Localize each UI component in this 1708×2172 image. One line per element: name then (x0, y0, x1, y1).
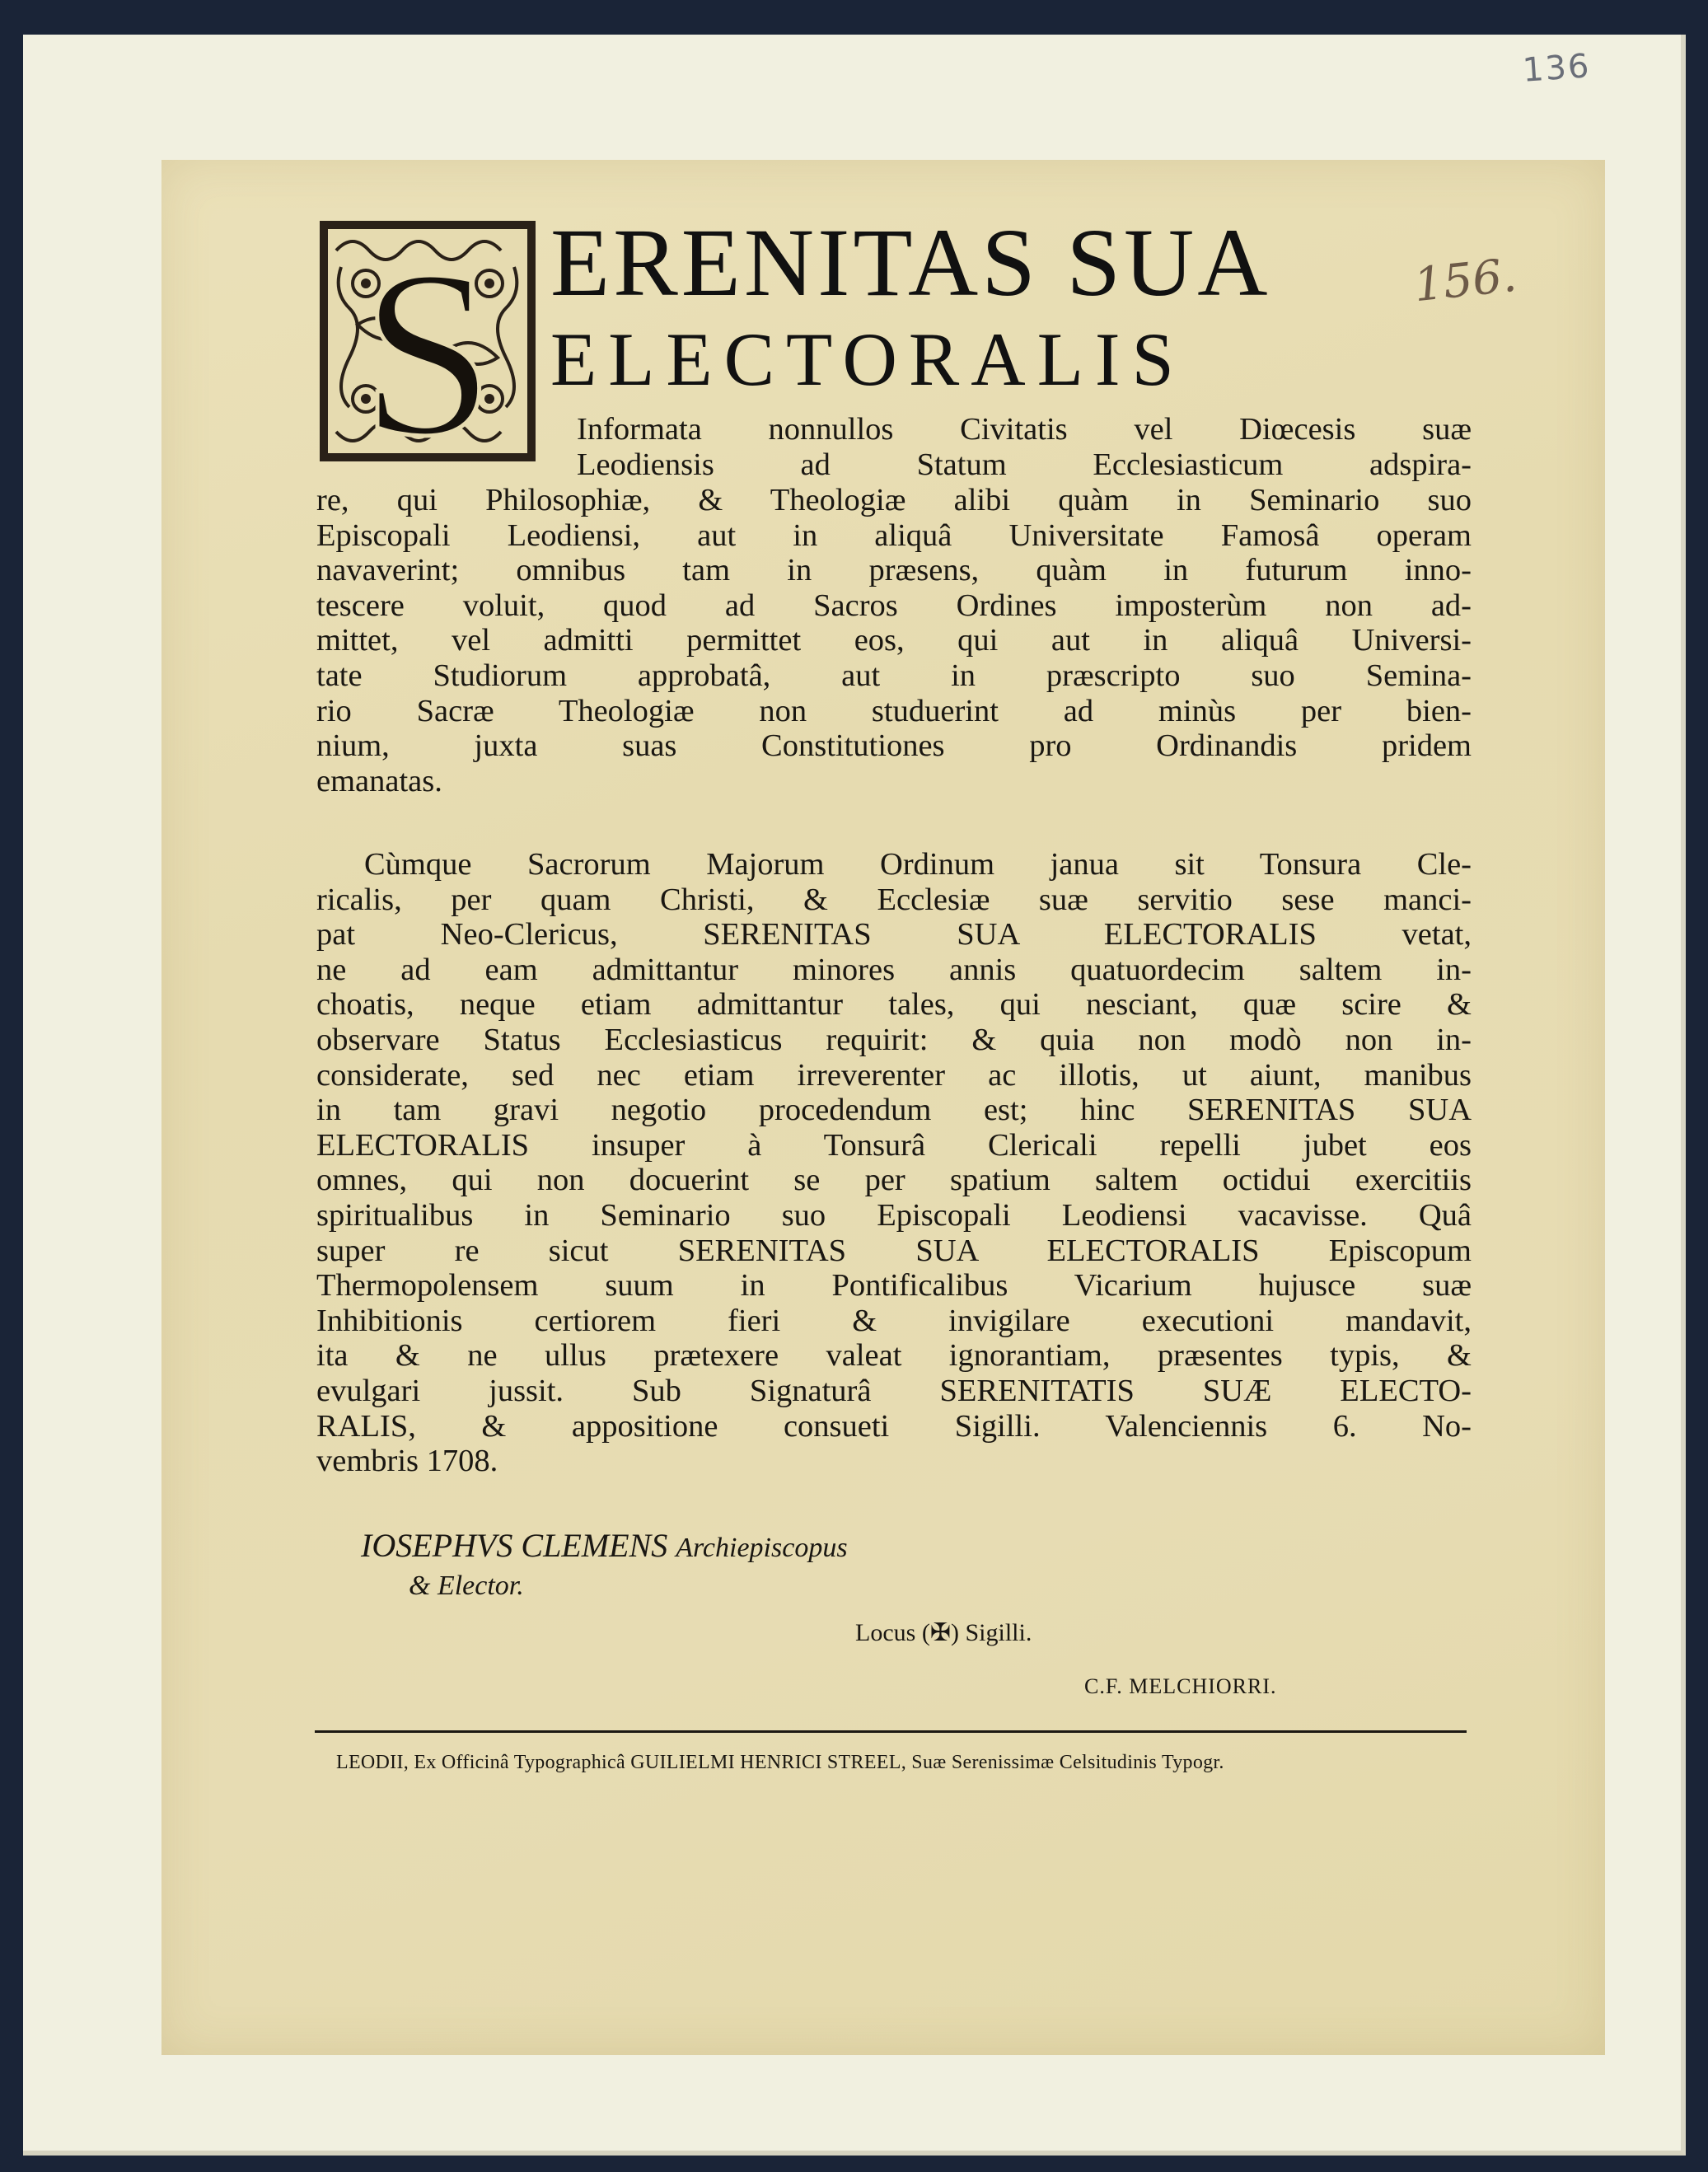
seal-note-after: Sigilli. (965, 1619, 1032, 1646)
text-line: vembris 1708. (316, 1444, 498, 1479)
text-line: ELECTORALIS insuper à Tonsurâ Clericali repelli jubet eos (316, 1127, 1472, 1163)
printer-imprint: LEODII, Ex Officinâ Typographicâ GUILIELMI HENRICI STREEL, Suæ Serenissimæ Celsitudinis Typogr. (336, 1752, 1224, 1773)
seal-note-before: Locus (855, 1619, 916, 1646)
text-line: tescere voluit, quod ad Sacros Ordines imposterùm non ad- (316, 587, 1472, 623)
text-line: super re sicut SERENITAS SUA ELECTORALIS Episcopum (316, 1233, 1472, 1268)
text-line: observare Status Ecclesiasticus requirit: & quia non modò non in- (316, 1022, 1472, 1057)
initial-letter: S (361, 221, 494, 465)
text-line: RALIS, & appositione consueti Sigilli. Valenciennis 6. No- (316, 1408, 1472, 1444)
text-line: ricalis, per quam Christi, & Ecclesiæ suæ servitio sese manci- (316, 882, 1472, 917)
signature-title-inline: Archiepiscopus (676, 1533, 848, 1563)
mount-board (23, 35, 1686, 2156)
decorated-initial-s-icon (316, 218, 539, 465)
text-line: Inhibitionis certiorem fieri & invigilare executioni mandavit, (316, 1303, 1472, 1338)
text-line: nium, juxta suas Constitutiones pro Ordinandis pridem (316, 728, 1472, 764)
text-line: pat Neo-Clericus, SERENITAS SUA ELECTORALIS vetat, (316, 917, 1472, 953)
text-line: considerate, sed nec etiam irreverenter ac illotis, ut aiunt, manibus (316, 1057, 1472, 1093)
paragraph-1-opening (577, 412, 1472, 482)
signature-name-text: IOSEPHVS CLEMENS (361, 1527, 668, 1564)
text-line: Cùmque Sacrorum Majorum Ordinum janua sit Tonsura Cle- (364, 847, 1472, 882)
text-line: navaverint; omnibus tam in præsens, quàm in futurum inno- (316, 553, 1472, 588)
text-line: choatis, neque etiam admittantur tales, qui nesciant, quæ scire & (316, 987, 1472, 1023)
title-line-1: ERENITAS SUA (550, 208, 1271, 316)
text-line: re, qui Philosophiæ, & Theologiæ alibi quàm in Seminario suo (316, 483, 1472, 517)
text-line: evulgari jussit. Sub Signaturâ SERENITATIS SUÆ ELECTO- (316, 1373, 1472, 1408)
seal-note: Locus (✠) Sigilli. (855, 1619, 1032, 1646)
text-line: ne ad eam admittantur minores annis quatuordecim saltem in- (316, 952, 1472, 987)
text-line: Informata nonnullos Civitatis vel Diœcesis suæ (577, 412, 1472, 447)
folio-number: 156. (1411, 248, 1519, 313)
text-line: Leodiensis ad Statum Ecclesiasticum adspira- (577, 447, 1472, 482)
printed-sheet (161, 160, 1605, 2055)
text-line: spiritualibus in Seminario suo Episcopali Leodiensi vacavisse. Quâ (316, 1197, 1472, 1233)
paragraph-2 (316, 847, 1472, 1479)
signature-title: & Elector. (409, 1570, 524, 1601)
signature-name (361, 1526, 848, 1565)
text-line: tate Studiorum approbatâ, aut in præscripto suo Semina- (316, 658, 1472, 693)
text-line: Thermopolensem suum in Pontificalibus Vicarium hujusce suæ (316, 1268, 1472, 1304)
text-line: Episcopali Leodiensi, aut in aliquâ Universitate Famosâ operam (316, 517, 1472, 553)
divider-rule (315, 1730, 1467, 1733)
secretary-signature: C.F. MELCHIORRI. (1084, 1674, 1277, 1698)
text-line: in tam gravi negotio procedendum est; hinc SERENITAS SUA (316, 1093, 1472, 1128)
paragraph-1 (316, 483, 1472, 798)
text-line: ita & ne ullus prætexere valeat ignorantiam, præsentes typis, & (316, 1338, 1472, 1374)
text-line: rio Sacræ Theologiæ non studuerint ad minùs per bien- (316, 693, 1472, 728)
text-line: emanatas. (316, 763, 442, 798)
text-line: mittet, vel admitti permittet eos, qui aut in aliquâ Universi- (316, 623, 1472, 658)
text-line: omnes, qui non docuerint se per spatium saltem octidui exercitiis (316, 1163, 1472, 1198)
title-line-2: ELECTORALIS (550, 317, 1186, 401)
cross-icon: ✠ (929, 1619, 951, 1646)
archive-number: 136 (1521, 47, 1592, 90)
